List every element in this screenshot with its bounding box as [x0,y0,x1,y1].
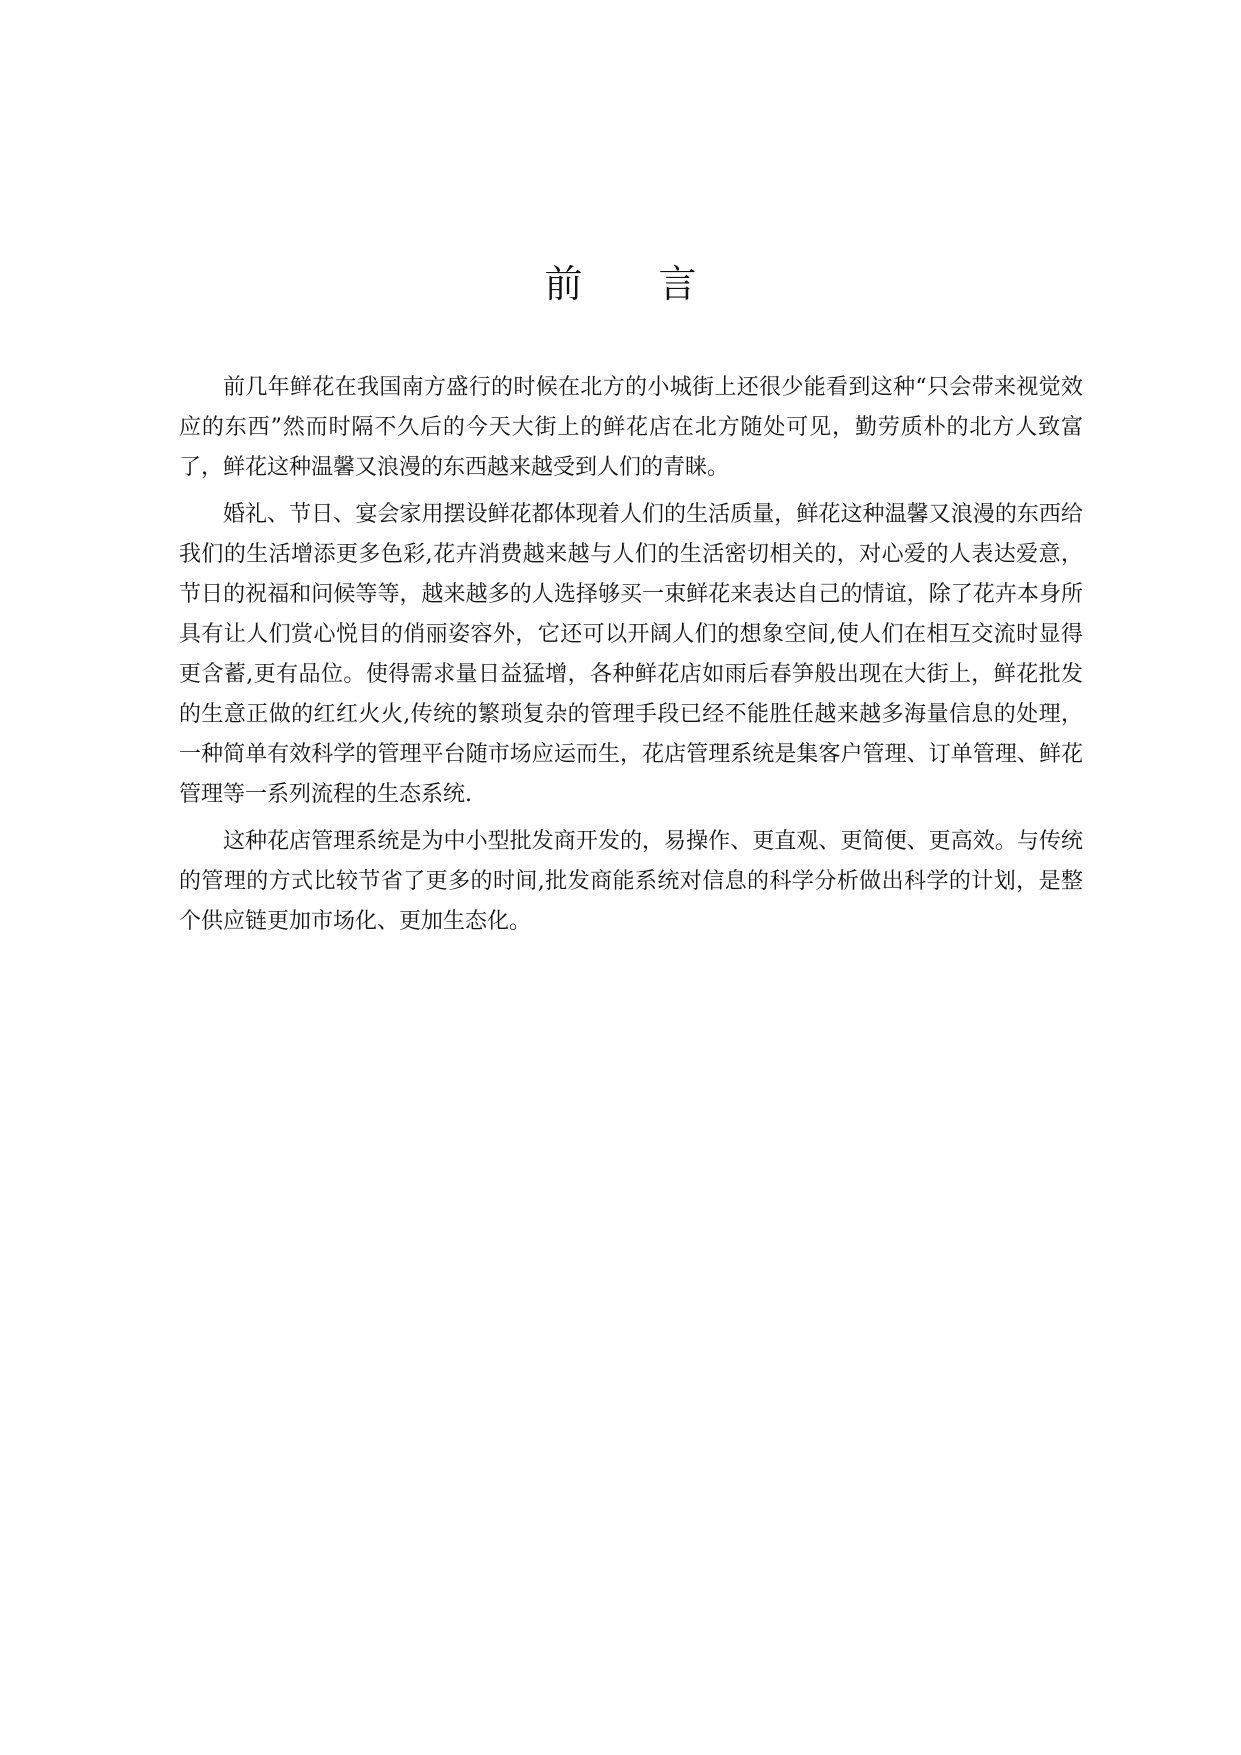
preface-body [179,368,1083,949]
paragraph: 这种花店管理系统是为中小型批发商开发的，易操作、更直观、更简便、更高效。与传统的管理的方式比较节省了更多的时间,批发商能系统对信息的科学分析做出科学的计划，是整个供应链更加市场化、更加生态化。 [179,829,1083,934]
page-title: 前 言 [544,262,729,306]
paragraph: 婚礼、节日、宴会家用摆设鲜花都体现着人们的生活质量，鲜花这种温馨又浪漫的东西给我们的生活增添更多色彩,花卉消费越来越与人们的生活密切相关的，对心爱的人表达爱意，节日的祝福和问候等等，越来越多的人选择够买一束鲜花来表达自己的情谊，除了花卉本身所具有让人们赏心悦目的俏丽姿容外，它还可以开阔人们的想象空间,使人们在相互交流时显得更含蓄,更有品位。使得需求量日益猛增，各种鲜花店如雨后春笋般出现在大街上，鲜花批发的生意正做的红红火火,传统的繁琐复杂的管理手段已经不能胜任越来越多海量信息的处理，一种简单有效科学的管理平台随市场应运而生，花店管理系统是集客户管理、订单管理、鲜花管理等一系列流程的生态系统. [179,502,1083,807]
paragraph: 前几年鲜花在我国南方盛行的时候在北方的小城街上还很少能看到这种“只会带来视觉效应的东西”然而时隔不久后的今天大街上的鲜花店在北方随处可见，勤劳质朴的北方人致富了，鲜花这种温馨又浪漫的东西越来越受到人们的青睐。 [179,375,1083,480]
